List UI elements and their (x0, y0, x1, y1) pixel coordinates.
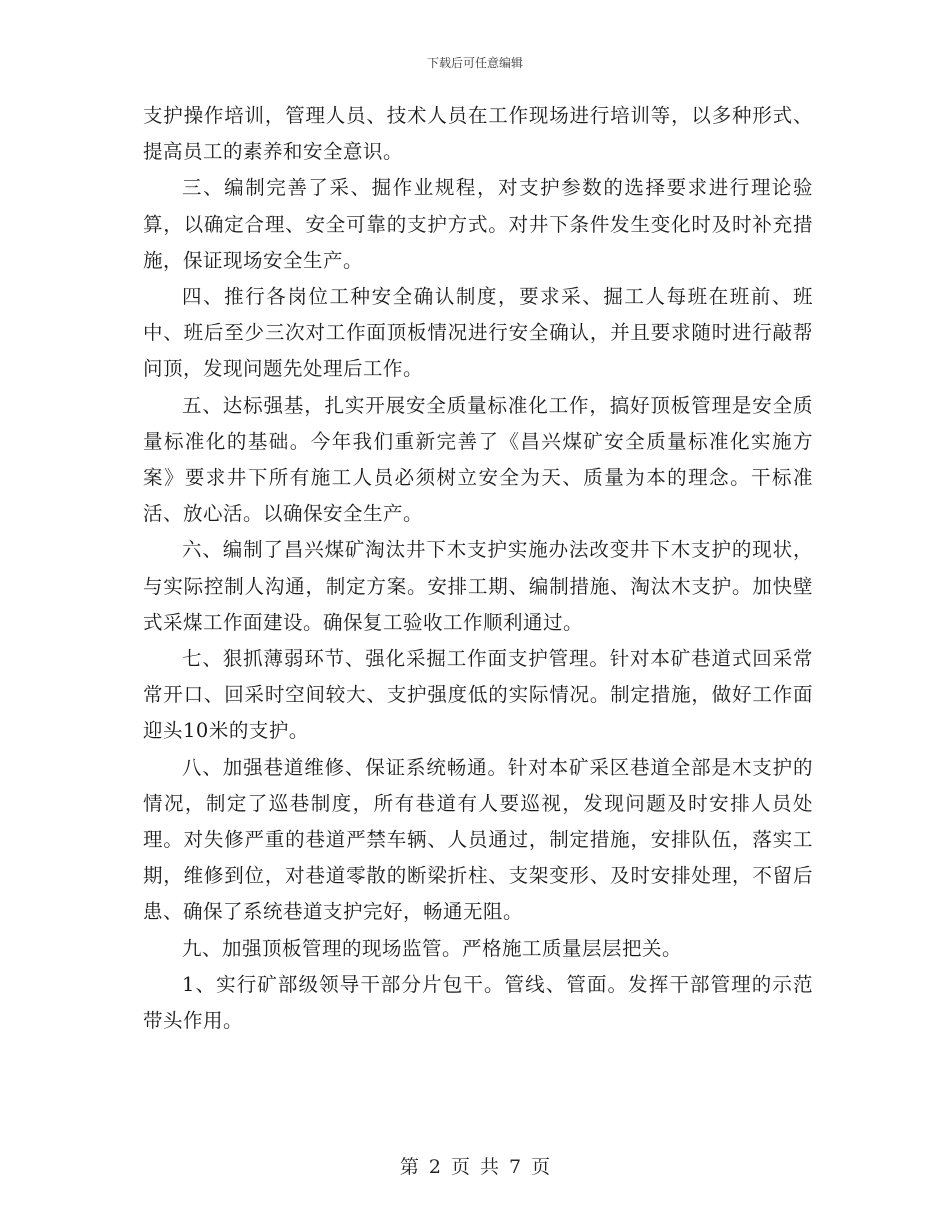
paragraph-5: 七、狠抓薄弱环节、强化采掘工作面支护管理。针对本矿巷道式回采常常开口、回采时空间较大、支护强度低的实际情况。制定措施，做好工作面迎头10米的支护。 (143, 647, 813, 743)
page-number-footer: 第 2 页 共 7 页 (399, 1156, 551, 1178)
paragraph-3: 五、达标强基，扎实开展安全质量标准化工作，搞好顶板管理是安全质量标准化的基础。今年我们重新完善了《昌兴煤矿安全质量标准化实施方案》要求井下所有施工人员必须树立安全为天、质量为本的理念。干标准活、放心活。以确保安全生产。 (143, 393, 813, 526)
page-header: 下载后可任意编辑 (426, 56, 523, 70)
paragraph-0: 支护操作培训，管理人员、技术人员在工作现场进行培训等，以多种形式、提高员工的素养和安全意识。 (143, 104, 813, 164)
paragraph-2: 四、推行各岗位工种安全确认制度，要求采、掘工人每班在班前、班中、班后至少三次对工作面顶板情况进行安全确认，并且要求随时进行敲帮问顶，发现问题先处理后工作。 (143, 285, 813, 381)
paragraph-8: 1、实行矿部级领导干部分片包干。管线、管面。发挥干部管理的示范带头作用。 (143, 972, 813, 1033)
paragraph-6: 八、加强巷道维修、保证系统畅通。针对本矿采区巷道全部是木支护的情况，制定了巡巷制度，所有巷道有人要巡视，发现问题及时安排人员处理。对失修严重的巷道严禁车辆、人员通过，制定措施，安排队伍，落实工期，维修到位，对巷道零散的断梁折柱、支架变形、及时安排处理，不留后患、确保了系统巷道支护完好，畅通无阻。 (143, 755, 813, 924)
paragraph-1: 三、编制完善了采、掘作业规程，对支护参数的选择要求进行理论验算，以确定合理、安全可靠的支护方式。对井下条件发生变化时及时补充措施，保证现场安全生产。 (143, 176, 813, 272)
paragraph-7: 九、加强顶板管理的现场监管。严格施工质量层层把关。 (182, 936, 683, 960)
paragraph-4: 六、编制了昌兴煤矿淘汰井下木支护实施办法改变井下木支护的现状，与实际控制人沟通，制定方案。安排工期、编制措施、淘汰木支护。加快壁式采煤工作面建设。确保复工验收工作顺利通过。 (143, 538, 813, 634)
document-body (143, 98, 813, 1039)
